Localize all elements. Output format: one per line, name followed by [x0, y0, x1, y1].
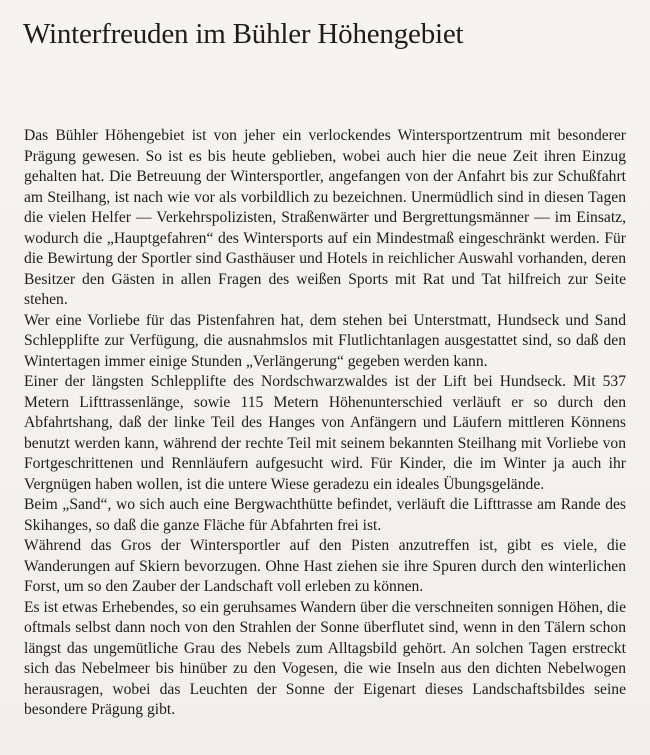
- page-title: Winterfreuden im Bühler Höhengebiet: [23, 18, 464, 50]
- paragraph-intro: Das Bühler Höhengebiet ist von jeher ein verlockendes Wintersportzentrum mit besonderer Prägung gewesen. So ist es bis heute geblieben, wobei auch hier die neue Zeit ihren Einzug gehalten hat. Die Betreuung der Wintersportler, angefangen von der Anfahrt bis zur Schußfahrt am Steilhang, ist nach wie vor als vorbildlich zu bezeichnen. Unermüdlich sind in diesen Tagen die vielen Helfer — Verkehrspolizisten, Straßenwärter und Bergrettungsmänner — im Einsatz, wodurch die „Hauptgefahren“ des Wintersports auf ein Mindestmaß eingeschränkt werden. Für die Bewirtung der Sportler sind Gasthäuser und Hotels in reichlicher Auswahl vorhanden, deren Besitzer den Gästen in allen Fragen des weißen Sports mit Rat und Tat hilfreich zur Seite stehen.: [24, 127, 626, 308]
- paragraph-sand: Beim „Sand“, wo sich auch eine Bergwachthütte befindet, verläuft die Lifttrasse am Rande des Skihanges, so daß die ganze Fläche für Abfahrten frei ist.: [24, 496, 626, 534]
- paragraph-pistes: Wer eine Vorliebe für das Pistenfahren hat, dem stehen bei Unterstmatt, Hundseck und Sand Schlepplifte zur Verfügung, die ausnahmslos mit Flutlichtanlagen ausgestattet sind, so daß den Wintertagen immer einige Stunden „Verlängerung“ gegeben werden kann.: [24, 311, 626, 370]
- article-body: [24, 126, 626, 721]
- paragraph-ski-hiking: Während das Gros der Wintersportler auf den Pisten anzutreffen ist, gibt es viele, die Wanderungen auf Skiern bevorzugen. Ohne Hast ziehen sie ihre Spuren durch den winterlichen Forst, um so den Zauber der Landschaft voll erleben zu können.: [24, 537, 626, 595]
- paragraph-hundseck-lift: Einer der längsten Schlepplifte des Nordschwarzwaldes ist der Lift bei Hundseck. Mit 537 Metern Lifttrassenlänge, sowie 115 Metern Höhenunterschied verläuft er so durch den Abfahrtshang, daß der linke Teil des Hanges von Anfängern und Läufern mittleren Könnens benutzt werden kann, während der rechte Teil mit seinem bekannten Steilhang mit Vorliebe von Fortgeschrittenen und Rennläufern aufgesucht wird. Für Kinder, die im Winter ja auch ihr Vergnügen haben wollen, ist die untere Wiese geradezu ein ideales Übungsgelände.: [24, 373, 626, 493]
- paragraph-sunny-heights: Es ist etwas Erhebendes, so ein geruhsames Wandern über die verschneiten sonnigen Höhen, die oftmals selbst dann noch von den Strahlen der Sonne überflutet sind, wenn in den Tälern schon längst das ungemütliche Grau des Nebels zum Alltagsbild gehört. An solchen Tagen erstreckt sich das Nebelmeer bis hinüber zu den Vogesen, die wie Inseln aus den dichten Nebelwogen herausragen, wobei das Leuchten der Sonne der Eigenart dieses Landschaftsbildes seine besondere Prägung gibt.: [24, 598, 626, 718]
